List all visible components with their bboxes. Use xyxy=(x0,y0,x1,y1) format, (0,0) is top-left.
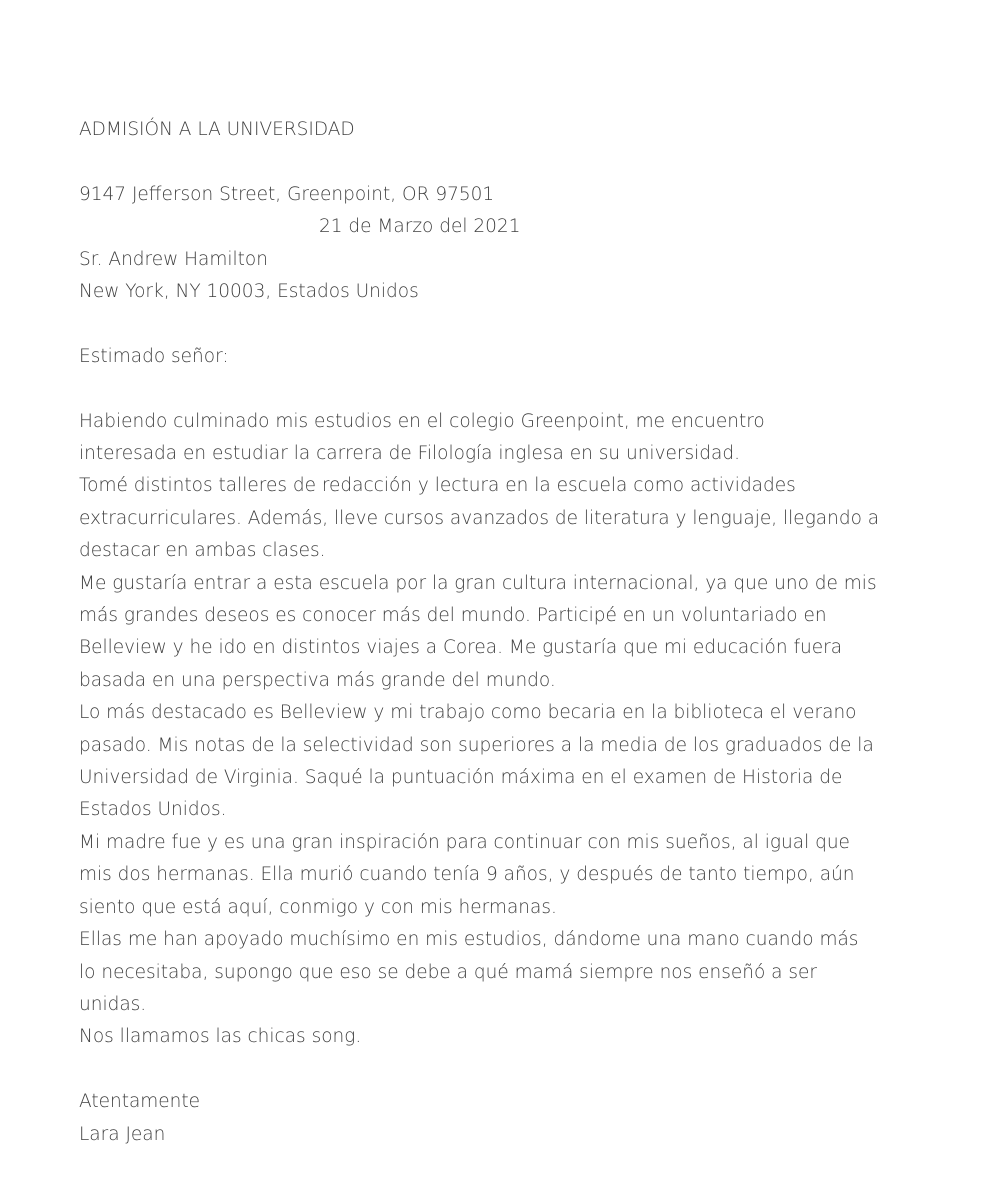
sender-address: 9147 Jefferson Street, Greenpoint, OR 97501 xyxy=(79,183,495,205)
body-line: Nos llamamos las chicas song. xyxy=(79,1026,362,1048)
body-line: Me gustaría entrar a esta escuela por la gran cultura internacional, ya que uno de mis xyxy=(79,572,877,594)
spacer xyxy=(79,373,919,405)
body-line: Lo más destacado es Belleview y mi trabajo como becaria en la biblioteca el verano xyxy=(79,702,857,724)
recipient-name: Sr. Andrew Hamilton xyxy=(79,248,268,270)
body-line: unidas. xyxy=(79,993,147,1015)
body-line: Mi madre fue y es una gran inspiración para continuar con mis sueños, al igual que xyxy=(79,831,850,853)
closing: Atentamente xyxy=(79,1091,201,1113)
letter-content xyxy=(79,114,919,1151)
body-line: siento que está aquí, conmigo y con mis hermanas. xyxy=(79,896,557,918)
spacer xyxy=(79,1054,919,1086)
body-line: Habiendo culminado mis estudios en el colegio Greenpoint, me encuentro xyxy=(79,410,765,432)
body-line: Estados Unidos. xyxy=(79,799,227,821)
spacer xyxy=(79,146,919,178)
spacer xyxy=(79,308,919,340)
salutation: Estimado señor: xyxy=(79,345,229,367)
body-line: extracurriculares. Además, lleve cursos avanzados de literatura y lenguaje, llegando a xyxy=(79,507,880,529)
body-line: Universidad de Virginia. Saqué la puntuación máxima en el examen de Historia de xyxy=(79,767,843,789)
signature: Lara Jean xyxy=(79,1123,166,1145)
body-line: pasado. Mis notas de la selectividad son superiores a la media de los graduados de la xyxy=(79,734,874,756)
body-line: mis dos hermanas. Ella murió cuando tenía 9 años, y después de tanto tiempo, aún xyxy=(79,864,855,886)
letter-body xyxy=(79,406,919,1054)
letter-date: 21 de Marzo del 2021 xyxy=(319,216,521,238)
body-line: lo necesitaba, supongo que eso se debe a qué mamá siempre nos enseñó a ser xyxy=(79,961,818,983)
body-line: más grandes deseos es conocer más del mundo. Participé en un voluntariado en xyxy=(79,605,827,627)
body-line: interesada en estudiar la carrera de Filología inglesa en su universidad. xyxy=(79,443,740,465)
body-line: Ellas me han apoyado muchísimo en mis estudios, dándome una mano cuando más xyxy=(79,929,859,951)
body-line: basada en una perspectiva más grande del mundo. xyxy=(79,669,556,691)
letter-title: ADMISIÓN A LA UNIVERSIDAD xyxy=(79,119,355,140)
body-line: destacar en ambas clases. xyxy=(79,540,326,562)
body-line: Tomé distintos talleres de redacción y lectura en la escuela como actividades xyxy=(79,475,796,497)
body-line: Belleview y he ido en distintos viajes a Corea. Me gustaría que mi educación fuera xyxy=(79,637,843,659)
recipient-address: New York, NY 10003, Estados Unidos xyxy=(79,281,419,303)
